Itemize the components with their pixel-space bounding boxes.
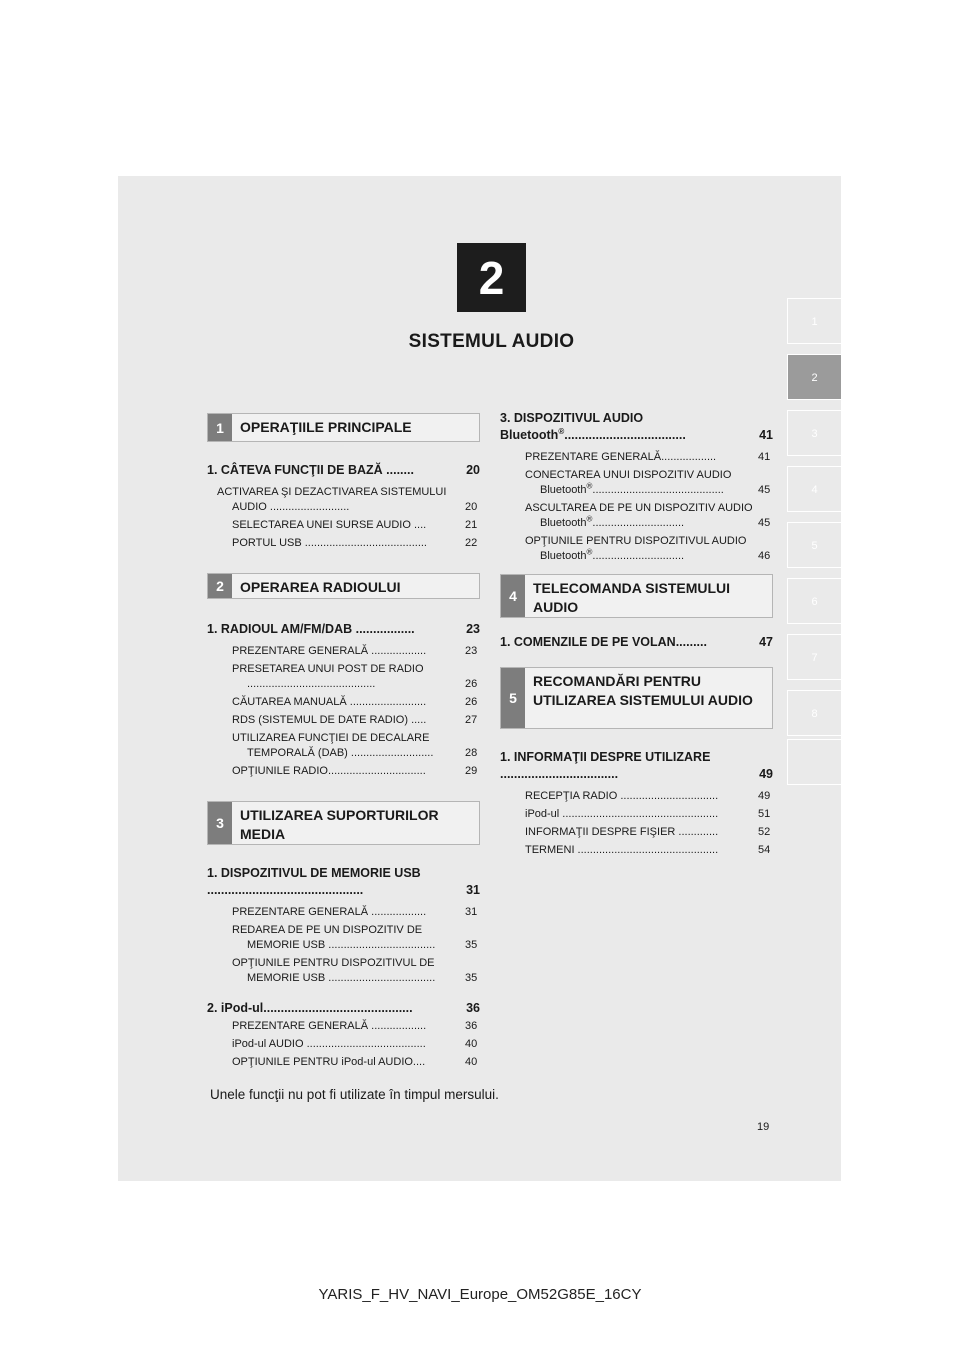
section-header-2[interactable] <box>207 573 480 599</box>
toc-entry[interactable]: CONECTAREA UNUI DISPOZITIV AUDIO Bluetooth®........................................... 45 <box>525 469 771 496</box>
toc-entry[interactable]: RECEPŢIA RADIO ................................ 49 <box>525 790 771 802</box>
section-number: 1 <box>208 414 232 441</box>
toc-entry[interactable]: PREZENTARE GENERALĂ.................. 41 <box>525 451 771 463</box>
toc-entry[interactable]: iPod-ul AUDIO ....................................... 40 <box>232 1038 478 1050</box>
section-title: RECOMANDĂRI PENTRU UTILIZAREA SISTEMULUI AUDIO <box>533 673 753 708</box>
chapter-number-box: 2 <box>457 243 526 312</box>
toc-entry[interactable]: OPŢIUNILE RADIO................................ 29 <box>232 765 478 777</box>
toc-entry[interactable]: ACTIVAREA ŞI DEZACTIVAREA SISTEMULUI AUDIO .......................... 20 <box>217 486 478 513</box>
tab-3[interactable]: 3 <box>787 410 841 456</box>
section-number: 3 <box>208 802 232 844</box>
tab-2[interactable]: 2 <box>787 354 841 400</box>
tab-7[interactable]: 7 <box>787 634 841 680</box>
tab-blank[interactable] <box>787 739 841 785</box>
toc-entry[interactable]: PREZENTARE GENERALĂ .................. 36 <box>232 1020 478 1032</box>
section-title: OPERAREA RADIOULUI <box>240 579 401 595</box>
section-number: 4 <box>501 575 525 617</box>
tab-4[interactable]: 4 <box>787 466 841 512</box>
toc-entry[interactable]: PREZENTARE GENERALĂ .................. 31 <box>232 906 478 918</box>
tab-5[interactable]: 5 <box>787 522 841 568</box>
toc-entry[interactable]: CĂUTAREA MANUALĂ ......................... 26 <box>232 696 478 708</box>
toc-entry[interactable]: iPod-ul ................................................... 51 <box>525 808 771 820</box>
toc-subheading[interactable]: 1. DISPOZITIVUL DE MEMORIE USB ............................................. 31 <box>207 866 480 897</box>
toc-subheading[interactable]: 1. RADIOUL AM/FM/DAB ................. 23 <box>207 622 480 636</box>
toc-entry[interactable]: OPŢIUNILE PENTRU iPod-ul AUDIO.... 40 <box>232 1056 478 1068</box>
section-header-3[interactable] <box>207 801 480 845</box>
section-header-1[interactable] <box>207 413 480 442</box>
page-number: 19 <box>757 1121 770 1133</box>
right-column <box>500 410 773 858</box>
toc-entry[interactable]: PRESETAREA UNUI POST DE RADIO .......................................... 26 <box>232 663 478 690</box>
toc-entry[interactable]: PREZENTARE GENERALĂ .................. 23 <box>232 645 478 657</box>
toc-subheading[interactable]: 1. CÂTEVA FUNCŢII DE BAZĂ ........ 20 <box>207 463 480 477</box>
section-header-4[interactable] <box>500 574 773 618</box>
section-title: UTILIZAREA SUPORTURILOR MEDIA <box>240 807 439 842</box>
document-footer-code: YARIS_F_HV_NAVI_Europe_OM52G85E_16CY <box>318 1286 642 1303</box>
toc-entry[interactable]: OPŢIUNILE PENTRU DISPOZITIVUL AUDIO Bluetooth®.............................. 46 <box>525 535 771 562</box>
toc-entry[interactable]: UTILIZAREA FUNCŢIEI DE DECALARE TEMPORALĂ (DAB) ........................... 28 <box>232 732 478 759</box>
section-number: 5 <box>501 668 525 728</box>
toc-entry[interactable]: RDS (SISTEMUL DE DATE RADIO) ..... 27 <box>232 714 478 726</box>
toc-entry[interactable]: TERMENI .............................................. 54 <box>525 844 771 856</box>
toc-entry[interactable]: REDAREA DE PE UN DISPOZITIV DE MEMORIE USB ................................... 35 <box>232 924 478 951</box>
section-number: 2 <box>208 574 232 598</box>
toc-subheading[interactable]: 1. INFORMAŢII DESPRE UTILIZARE .................................. 49 <box>500 750 773 781</box>
section-title: TELECOMANDA SISTEMULUI AUDIO <box>533 580 731 615</box>
toc-entry[interactable]: ASCULTAREA DE PE UN DISPOZITIV AUDIO Bluetooth®.............................. 45 <box>525 502 771 529</box>
usage-note: Unele funcţii nu pot fi utilizate în timpul mersului. <box>210 1087 499 1102</box>
chapter-title: SISTEMUL AUDIO <box>408 331 575 352</box>
toc-entry[interactable]: INFORMAŢII DESPRE FIŞIER ............. 52 <box>525 826 771 838</box>
toc-entry[interactable]: PORTUL USB ........................................ 22 <box>232 537 478 549</box>
tab-6[interactable]: 6 <box>787 578 841 624</box>
tab-1[interactable]: 1 <box>787 298 841 344</box>
toc-subheading[interactable]: 2. iPod-ul........................................... 36 <box>207 1001 480 1015</box>
toc-subheading[interactable]: 1. COMENZILE DE PE VOLAN......... 47 <box>500 635 773 649</box>
toc-entry[interactable]: OPŢIUNILE PENTRU DISPOZITIVUL DE MEMORIE USB ................................... 35 <box>232 957 478 984</box>
toc-entry[interactable]: SELECTAREA UNEI SURSE AUDIO .... 21 <box>232 519 478 531</box>
tab-8[interactable]: 8 <box>787 690 841 736</box>
section-header-5[interactable] <box>500 667 773 729</box>
left-column <box>207 413 480 1070</box>
toc-subheading[interactable]: 3. DISPOZITIVUL AUDIO Bluetooth®................................... 41 <box>500 411 773 442</box>
section-title: OPERAŢIILE PRINCIPALE <box>240 419 412 435</box>
